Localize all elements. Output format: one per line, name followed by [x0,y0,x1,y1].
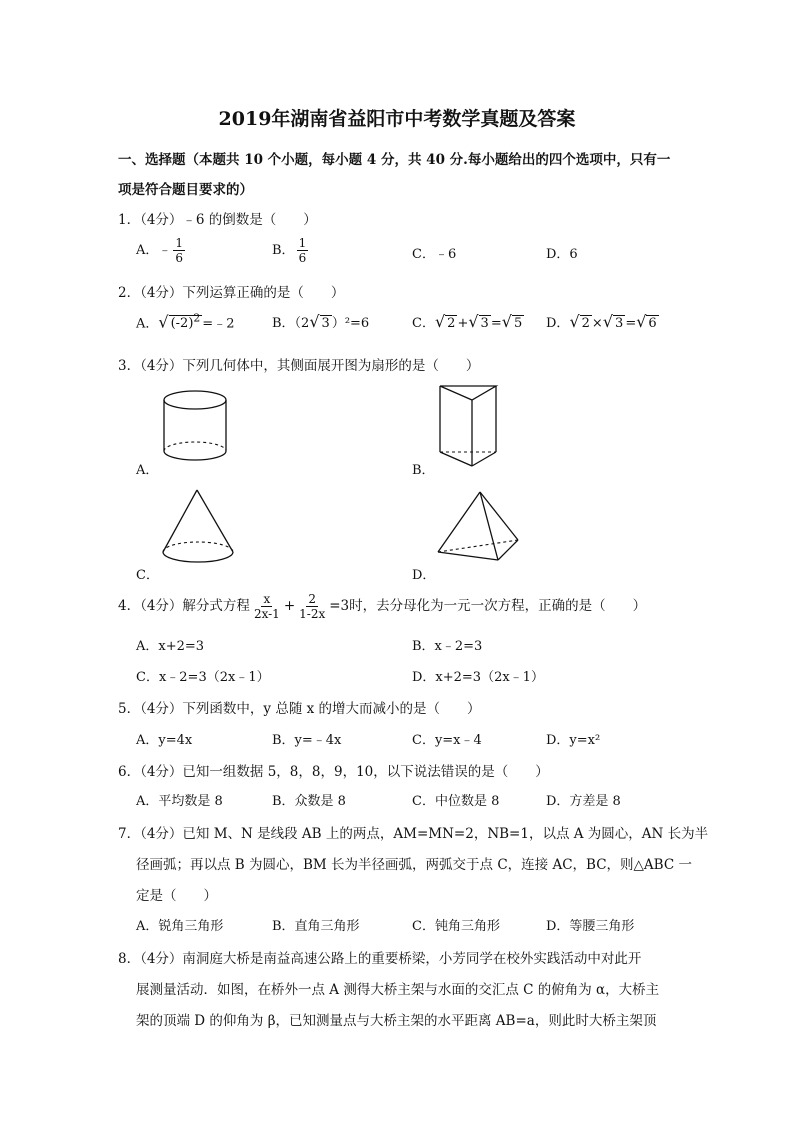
q2-c-radicand-2: 3 [480,316,489,331]
q2-d-eq: = [625,316,637,331]
q1-b-denominator: 6 [298,251,307,265]
q2-option-d [546,312,659,331]
q3-option-c: C． [136,568,159,583]
q2-c-plus: + [457,316,469,331]
q4-f2-denominator: 1-2x [299,607,326,621]
q2-d-radicand-1: 2 [581,316,590,331]
q6-option-b: B．众数是 8 [272,794,346,809]
q1-a-numerator: 1 [175,236,184,250]
page-title: 2019年湖南省益阳市中考数学真题及答案 [218,108,576,130]
q2-option-b [272,312,369,331]
q4-plus: + [283,598,296,614]
q4-fraction-2 [297,592,327,621]
q2-c-radical-3: √ 5 [501,312,523,331]
q4-option-c: C．x﹣2=3（2x﹣1） [136,670,270,685]
q2-d-radical-1: √ 2 [569,312,590,331]
q2-b-radicand: 3 [321,316,330,331]
cone-figure [155,486,245,574]
q3-option-a: A． [136,463,159,478]
q2-a-rest: =﹣2 [202,316,235,332]
q1-a-fraction [173,236,185,265]
q6-option-d: D．方差是 8 [546,794,621,809]
q1-option-b [272,236,310,265]
q2-d-radical-2: √ 3 [602,312,624,331]
q2-a-radicand: (-2) [170,316,194,332]
q1-a-denominator: 6 [175,251,184,265]
q7-stem-line2: 径画弧；再以点 B 为圆心，BM 长为半径画弧，两弧交于点 C，连接 AC，BC，则△ABC 一 [136,857,692,873]
q5-option-d: D．y=x² [546,733,601,748]
cylinder-figure [150,385,240,470]
q5-stem: 5．（4分）下列函数中，y 总随 x 的增大而减小的是（ ） [118,701,481,717]
q5-option-c: C．y=x﹣4 [412,733,482,748]
q2-b-label: B．（2 [272,316,310,331]
q1-option-d: D．6 [546,247,578,262]
q4-stem-post: =3时，去分母化为一元一次方程，正确的是（ ） [329,598,647,614]
q4-f1-numerator: x [263,592,271,606]
q4-option-d: D．x+2=3（2x﹣1） [412,670,544,685]
q7-option-a: A．锐角三角形 [136,919,224,934]
q7-stem-line3: 定是（ ） [136,888,217,904]
q1-a-sign: ﹣ [158,243,172,258]
q2-a-label: A． [136,316,159,332]
q5-option-b: B．y=﹣4x [272,733,342,748]
section-heading-line1: 一、选择题（本题共 10 个小题，每小题 4 分，共 40 分.每小题给出的四个选项中，只有一 [118,152,671,168]
q1-stem: 1．（4分）﹣6 的倒数是（ ） [118,212,317,228]
q4-stem-pre: 4．（4分）解分式方程 [118,598,250,614]
q8-stem-line1: 8．（4分）南洞庭大桥是南益高速公路上的重要桥梁，小芳同学在校外实践活动中对此开 [118,951,642,967]
q2-c-radicand-3: 5 [513,316,523,331]
q2-d-radicand-2: 3 [615,316,624,331]
q1-b-fraction [297,236,309,265]
q2-d-radicand-3: 6 [648,316,657,331]
q3-option-d: D． [412,568,436,583]
q2-c-radical-1: √ 2 [434,312,456,331]
q2-d-radical-3: √ 6 [636,312,657,331]
q2-c-eq: = [490,316,502,331]
q7-stem-line1: 7．（4分）已知 M、N 是线段 AB 上的两点，AM=MN=2，NB=1，以点 A 为圆心，AN 长为半 [118,826,709,842]
q3-stem: 3．（4分）下列几何体中，其侧面展开图为扇形的是（ ） [118,358,480,374]
q2-stem: 2．（4分）下列运算正确的是（ ） [118,285,345,301]
q2-a-radical: √ $(-2)^2$ [158,312,201,332]
q8-stem-line2: 展测量活动．如图，在桥外一点 A 测得大桥主架与水面的交汇点 C 的俯角为 α，大桥主 [136,982,660,998]
q2-b-rest: ）²=6 [331,316,370,331]
q8-stem-line3: 架的顶端 D 的仰角为 β，已知测量点与大桥主架的水平距离 AB=a，则此时大桥主架顶 [136,1013,657,1029]
q4-f2-numerator: 2 [308,592,316,606]
q3-option-b: B． [412,463,435,478]
q1-b-label: B． [272,243,295,258]
q1-option-c: C．﹣6 [412,247,457,262]
q2-c-radicand-1: 2 [447,316,456,331]
q6-option-c: C．中位数是 8 [412,794,500,809]
q7-option-d: D．等腰三角形 [546,919,635,934]
tetrahedron-figure [432,488,524,566]
q4-option-b: B．x﹣2=3 [412,639,483,654]
q2-c-radical-2: √ 3 [468,312,489,331]
q1-option-a [136,236,187,265]
q6-stem: 6．（4分）已知一组数据 5，8，8，9，10，以下说法错误的是（ ） [118,764,549,780]
q7-option-b: B．直角三角形 [272,919,360,934]
q4-fraction-1 [252,592,282,621]
section-heading-line2: 项是符合题目要求的） [118,182,253,198]
q1-b-numerator: 1 [298,236,307,250]
q5-option-a: A．y=4x [136,733,193,748]
q4-option-a: A．x+2=3 [136,639,205,654]
q2-a-exponent: 2 [193,312,201,325]
q2-option-a [136,312,234,331]
q6-option-a: A．平均数是 8 [136,794,223,809]
q2-d-times: × [591,316,603,331]
q2-d-label: D． [546,316,570,331]
q4-f1-denominator: 2x-1 [253,607,280,621]
q2-b-radical: √ 3 [309,312,330,331]
q7-option-c: C．钝角三角形 [412,919,500,934]
q1-a-label: A． [136,243,159,258]
triangular-prism-figure [430,380,510,472]
q2-c-label: C． [412,316,435,331]
q2-option-c [412,312,524,331]
q4-stem [118,592,646,621]
